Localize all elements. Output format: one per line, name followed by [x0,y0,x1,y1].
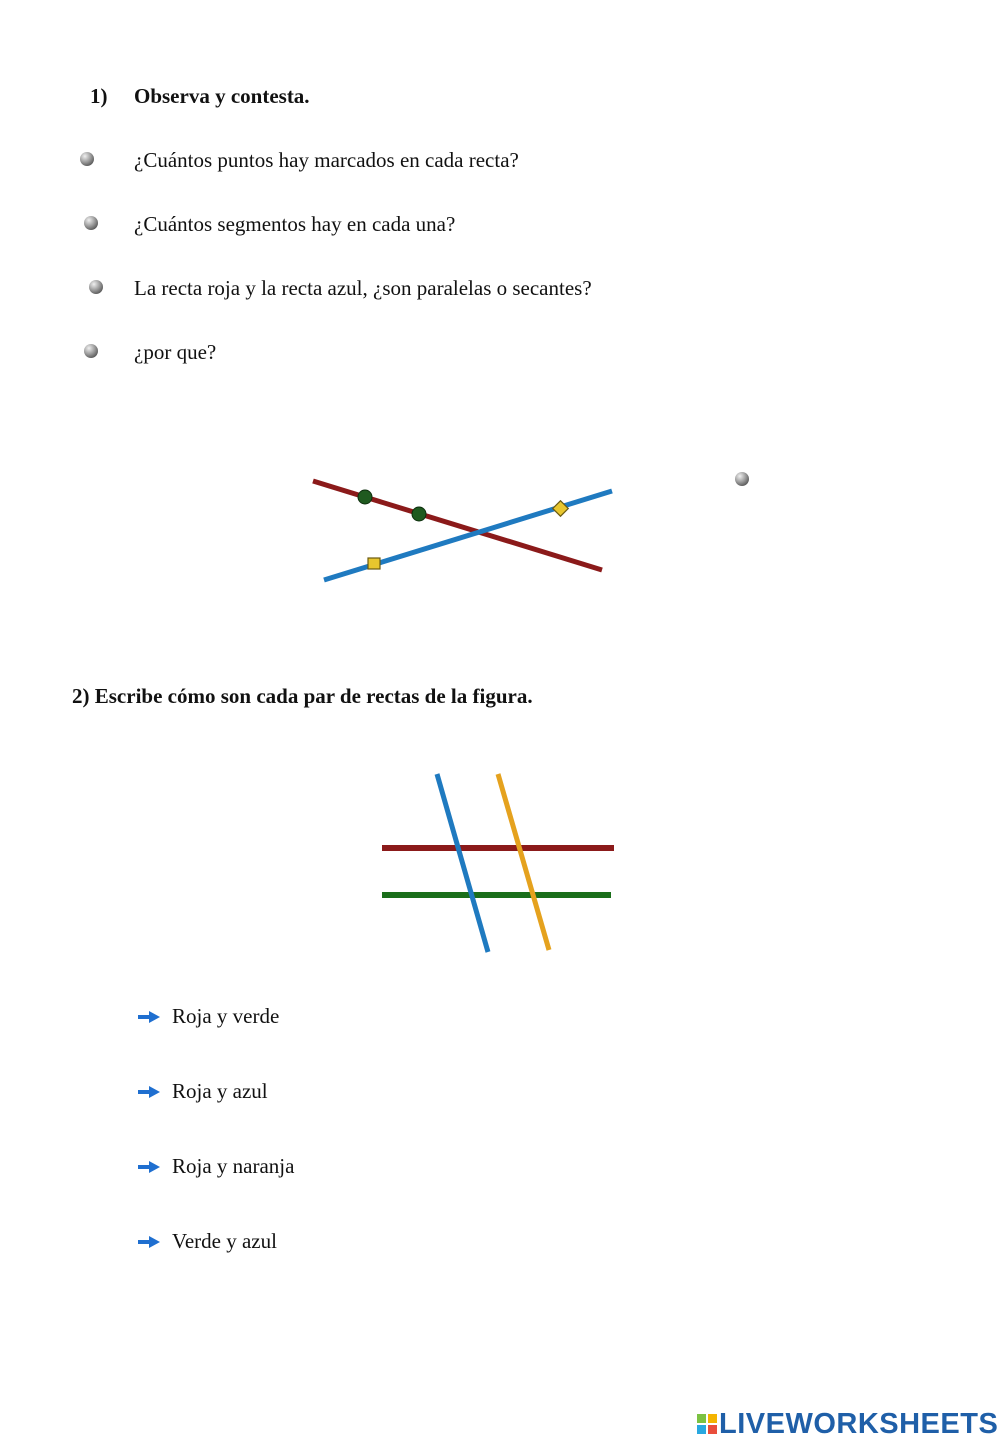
section1-number: 1) [90,84,108,108]
bullet-icon [84,344,98,358]
question-1: ¿Cuántos puntos hay marcados en cada recta? [134,148,519,172]
blue-line [437,774,488,952]
yellow-point [368,558,380,569]
logo-text: LIVEWORKSHEETS [719,1407,999,1440]
list-item-2: Roja y azul [172,1079,268,1103]
section2-title: 2) Escribe cómo son cada par de rectas de la figura. [72,684,533,708]
secant-lines-figure [300,465,630,595]
orange-line [498,774,549,950]
blue-line [324,491,612,580]
bullet-icon [84,216,98,230]
logo-blocks-icon [697,1414,717,1434]
line-pairs-figure [370,765,630,965]
bullet-icon [89,280,103,294]
liveworksheets-logo [697,1407,998,1441]
bullet-icon [80,152,94,166]
question-2: ¿Cuántos segmentos hay en cada una? [134,212,456,236]
question-3: La recta roja y la recta azul, ¿son paralelas o secantes? [134,276,592,300]
list-item-1: Roja y verde [172,1004,280,1028]
list-item-4: Verde y azul [172,1229,277,1253]
section1-title: Observa y contesta. [134,84,310,108]
question-4: ¿por que? [134,340,217,364]
arrow-right-icon [138,1161,160,1173]
arrow-right-icon [138,1011,160,1023]
arrow-right-icon [138,1086,160,1098]
list-item-3: Roja y naranja [172,1154,295,1178]
green-point [358,490,372,504]
bullet-icon [735,472,749,486]
red-line [313,481,602,570]
green-point [412,507,426,521]
arrow-right-icon [138,1236,160,1248]
